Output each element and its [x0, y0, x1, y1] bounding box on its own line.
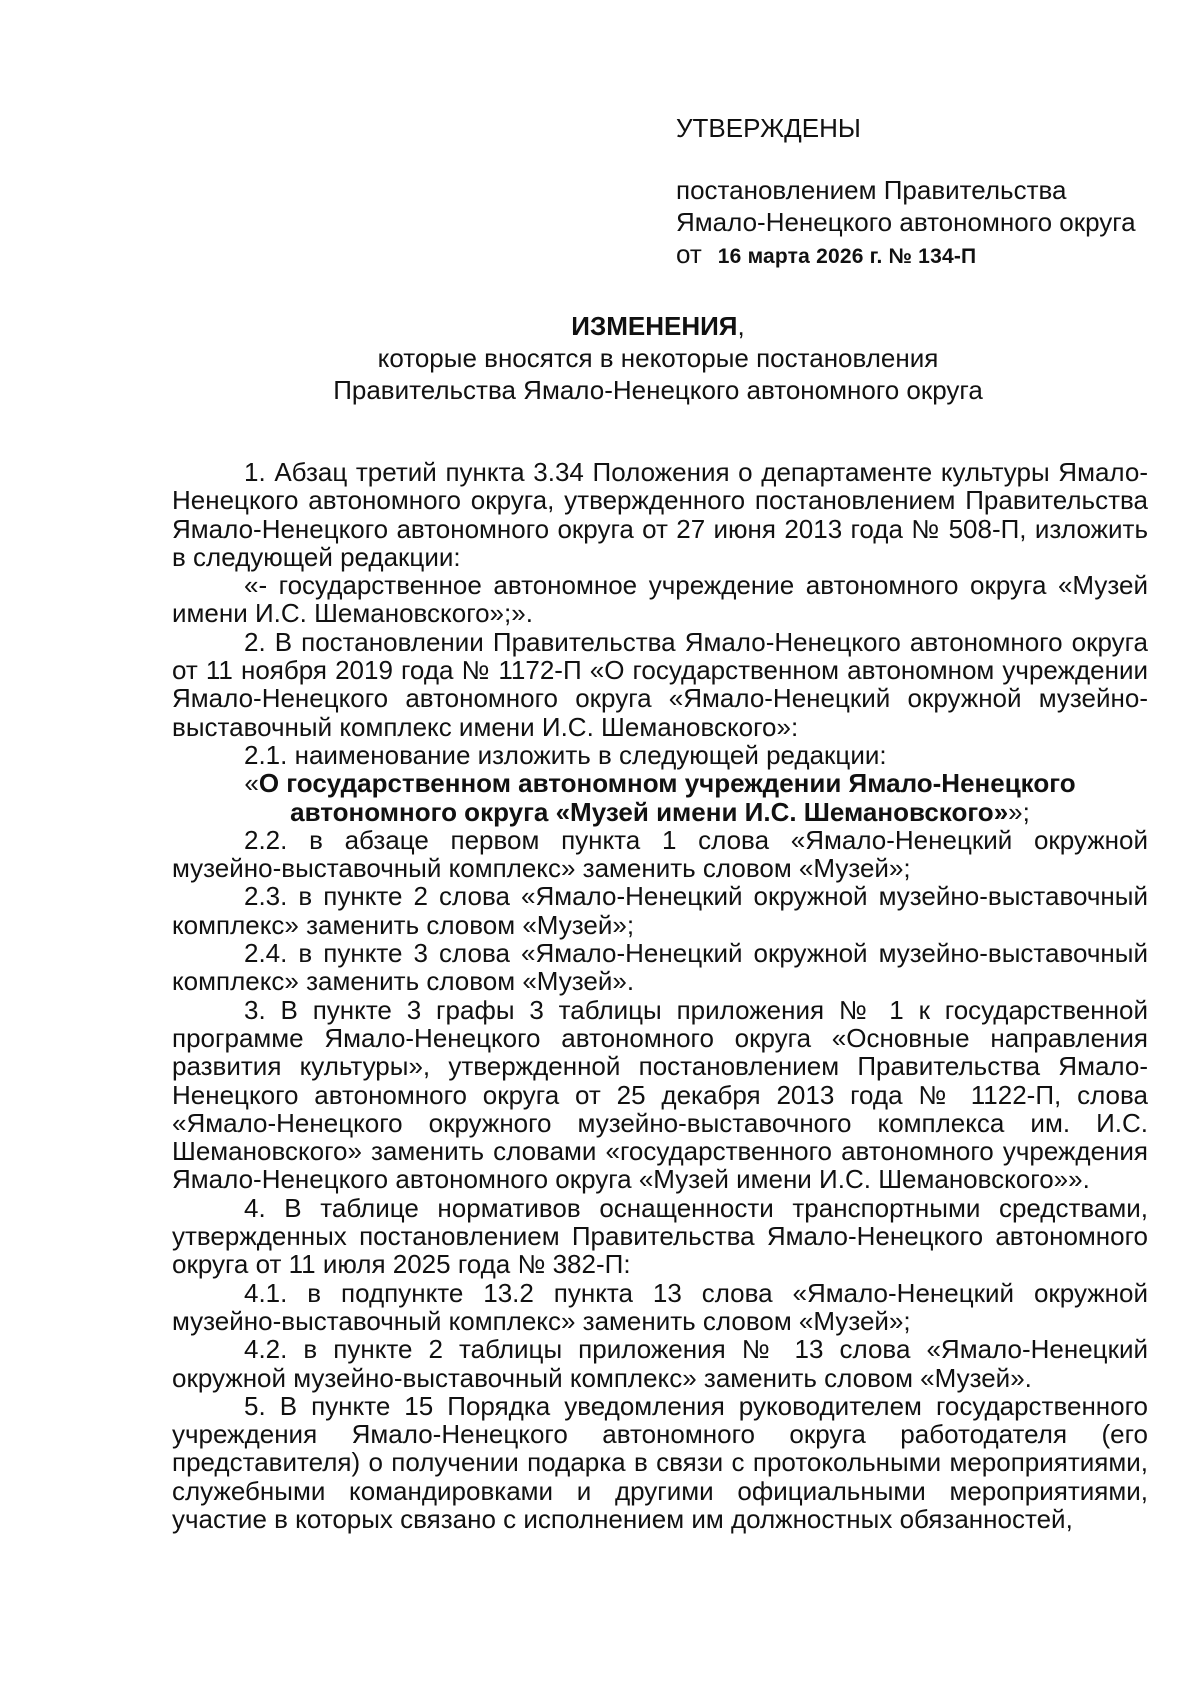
paragraph-5: 5. В пункте 15 Порядка уведомления руководителем государственного учреждения Ямало-Ненецкого автономного округа работодателя (его представителя) о получении подарка в связи с протокольными мероприятиями, служебными командировками и другими официальными мероприятиями, участие в которых связано с исполнением им должностных обязанностей, — [172, 1390, 1148, 1534]
approval-date-line — [676, 238, 1176, 273]
paragraph-2-3: 2.3. в пункте 2 слова «Ямало-Ненецкий окружной музейно-выставочный комплекс» заменить словом «Музей»; — [172, 881, 1148, 940]
approval-date-prefix: от — [676, 239, 702, 269]
paragraph-2-1: 2.1. наименование изложить в следующей редакции: — [244, 739, 887, 770]
new-title-bold: О государственном автономном учреждении Ямало-Ненецкого автономного округа «Музей имени И.С. Шемановского» — [258, 768, 1076, 827]
paragraph-4: 4. В таблице нормативов оснащенности транспортными средствами, утвержденных постановлением Правительства Ямало-Ненецкого автономного округа от 11 июля 2025 года № 382-П: — [172, 1192, 1148, 1280]
quote-close: »; — [1008, 796, 1030, 827]
approval-block — [676, 112, 1176, 273]
title-line-1: которые вносятся в некоторые постановления — [377, 343, 939, 373]
quote-open: « — [244, 768, 259, 799]
paragraph-2: 2. В постановлении Правительства Ямало-Ненецкого автономного округа от 11 ноября 2019 года № 1172-П «О государственном автономном учреждении Ямало-Ненецкого автономного округа «Ямало-Ненецкий окружной музейно-выставочный комплекс имени И.С. Шемановского»: — [172, 626, 1148, 742]
document-title — [172, 310, 1144, 406]
paragraph-4-2: 4.2. в пункте 2 таблицы приложения № 13 слова «Ямало-Ненецкий окружной музейно-выставочный комплекс» заменить словом «Музей». — [172, 1334, 1148, 1393]
approval-line-2: Ямало-Ненецкого автономного округа — [676, 207, 1136, 237]
paragraph-4-1: 4.1. в подпункте 13.2 пункта 13 слова «Ямало-Ненецкий окружной музейно-выставочный комплекс» заменить словом «Музей»; — [172, 1277, 1148, 1336]
document-body — [172, 458, 1148, 1533]
title-heading: ИЗМЕНЕНИЯ — [571, 311, 738, 341]
approval-date-number: 16 марта 2026 г. № 134-П — [717, 245, 977, 268]
paragraph-1: 1. Абзац третий пункта 3.34 Положения о департаменте культуры Ямало-Ненецкого автономного округа, утвержденного постановлением Правительства Ямало-Ненецкого автономного округа от 27 июня 2013 года № 508-П, изложить в следующей редакции: — [172, 457, 1148, 572]
paragraph-1-quote: «- государственное автономное учреждение автономного округа «Музей имени И.С. Шемановского»;». — [172, 570, 1148, 629]
paragraph-2-4: 2.4. в пункте 3 слова «Ямало-Ненецкий окружной музейно-выставочный комплекс» заменить словом «Музей». — [172, 938, 1148, 997]
title-line-2: Правительства Ямало-Ненецкого автономного округа — [333, 375, 983, 405]
paragraph-2-1-quote — [172, 769, 1148, 826]
approval-word: УТВЕРЖДЕНЫ — [676, 113, 861, 143]
paragraph-3: 3. В пункте 3 графы 3 таблицы приложения № 1 к государственной программе Ямало-Ненецкого автономного округа «Основные направления развития культуры», утвержденной постановлением Правительства Ямало-Ненецкого автономного округа от 25 декабря 2013 года № 1122-П, слова «Ямало-Ненецкого окружного музейно-выставочного комплекса им. И.С. Шемановского» заменить словами «государственного автономного учреждения Ямало-Ненецкого автономного округа «Музей имени И.С. Шемановского»». — [172, 994, 1148, 1195]
paragraph-2-2: 2.2. в абзаце первом пункта 1 слова «Ямало-Ненецкий окружной музейно-выставочный комплекс» заменить словом «Музей»; — [172, 824, 1148, 884]
approval-line-1: постановлением Правительства — [676, 175, 1067, 205]
title-heading-comma: , — [737, 311, 745, 341]
